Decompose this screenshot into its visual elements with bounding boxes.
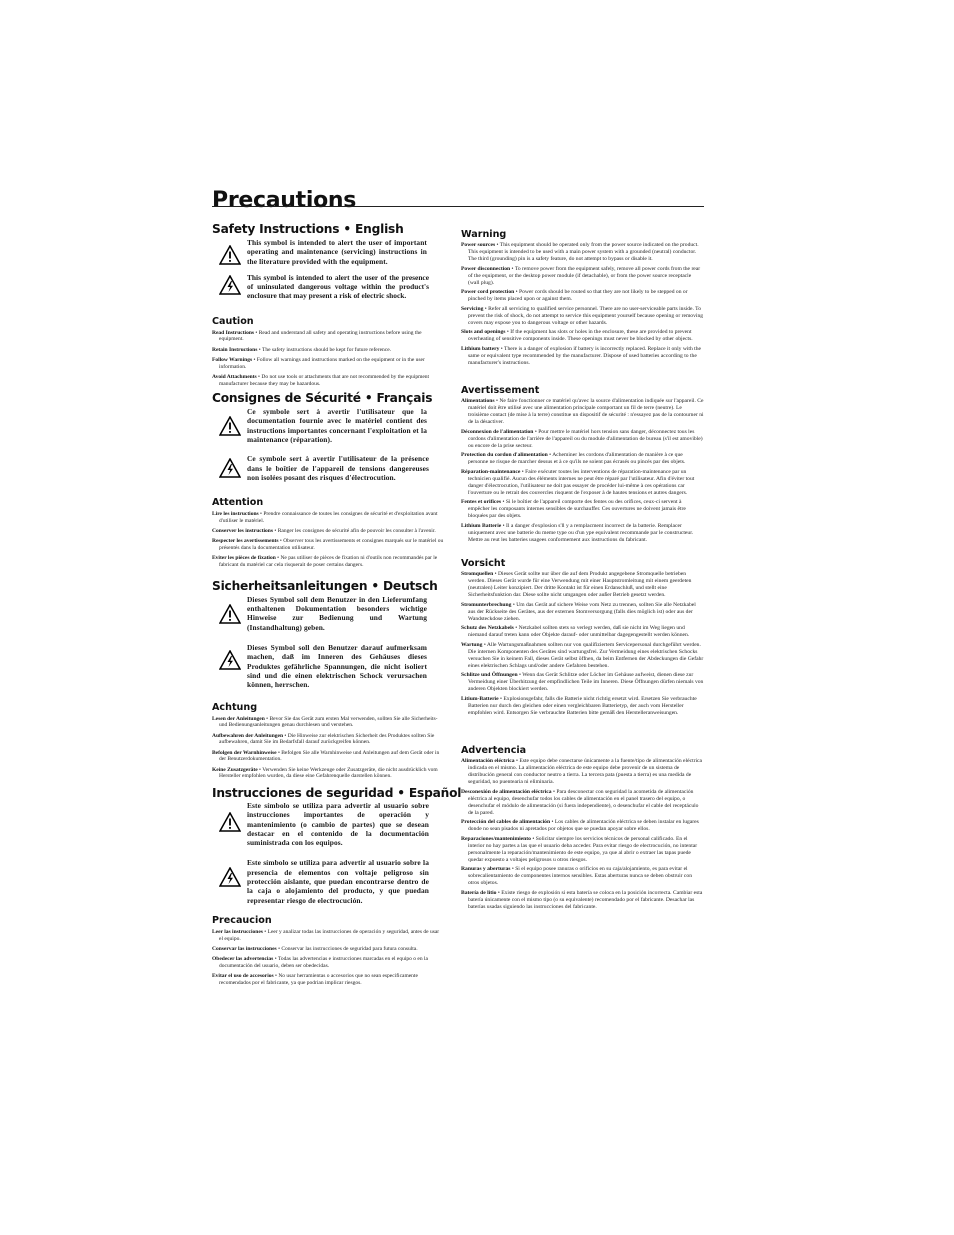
list-item: Alimentación eléctrica • Este equipo debe conectarse únicamente a la fuente/tipo de alimentación eléctrica indicada en el mismo. La alimentación eléctrica de este equipo debe provenir de un sistema de distribución general con conductor neutro a tierra. La tercera pata (puesta a tierra) es una medida de seguridad, no puentearia ni eliminaria. [461,757,703,785]
list-item: Protección del cables de alimentación • Los cables de alimentación eléctrica se deben instalar en lugares donde no sean pisados ni apretados por objetos que se puedan apoyar sobre ellos. [461,819,699,833]
list-item: Avoid Attachments • Do not use tools or attachments that are not recommended by the equipment manufacturer because they may be hazardous. [212,374,430,387]
spanish-symbol-row-1 [212,801,444,847]
list-item: Power sources • This equipment should be operated only from the power source indicated on the product. This equipment is intended to be used with a main power system with a grounded (neutral) conductor. The third (grounding) pin is a safety feature, do not attempt to bypass or disable it. [461,242,699,262]
exclamation-triangle-icon [212,238,247,265]
lightning-triangle-icon [212,643,247,670]
right-column [461,229,704,913]
title-rule [212,206,704,207]
advertencia-title: Advertencia [461,744,527,756]
list-item: Stromunterbrechung • Um das Gerät auf sichere Weise vom Netz zu trennen, sollten Sie alle Netzkabel aus der Rückseite des Gerätes, aus der externen Stomversorgung (falls dies möglich ist) oder aus der Wandsteckdose ziehen. [461,601,696,622]
list-item: Evitar el uso de accesorios • No usar herramientas o accesorios que no sean especificamente recomendados por el fabricante, ya que podrian implicar riesgos. [212,973,418,986]
german-symbol-2-text: Dieses Symbol soll den Benutzer darauf aufmerksam machen, daß im Inneren des Gehäuses dieses Produktes gefährliche Spannungen, die nicht isoliert sind und die einen elektrischen Schock verursachen können, herrschen. [247,643,427,690]
achtung-list [212,716,444,780]
list-item: Schlitze und Öffnungen • Wenn das Gerät Schlitze oder Löcher im Gehäuse aufweist, dienen diese zur Vermeidung einer Überhitzung der empfindlichen Teile im Inneren. Diese Öffnungen dürfen niemals von anderen Objekten blockiert werden. [461,672,704,693]
list-item: Alimentations • Ne faire fonctionner ce matériel qu'avec la source d'alimentation indiquée sur l'appareil. Ce matériel doit être utilisé avec une alimentation principale comportant un fil de terre (neutre). Le troisième contact (de mise à la terre) constitue un dispositif de sécurité : n'essayez pas de la contourner ni de la désactiver. [461,397,704,425]
list-item: Retain Instructions • The safety instructions should be kept for future reference. [212,346,392,353]
list-item: Réparation-maintenance • Faire exécuter toutes les interventions de réparation-maintenance par un technicien qualifié. Aucun des éléments internes ne peut être réparé par l'utilisateur. Afin d'éviter tout danger d'électrocution, l'utilisateur ne doit pas essayer de procéder lui-même à ces opérations car l'ouverture ou le retrait des couvercles risquent de l'exposer à de hautes tensions et autres dangers. [461,468,695,496]
attention-list [212,511,444,569]
spanish-title: Instrucciones de seguridad • Español [212,785,462,800]
german-symbol-row-1 [212,595,444,632]
list-item: Desconexión de alimentación eléctrica • Para desconectar con seguridad la acometida de alimentación eléctrica al equipo, desenchufar todos los cables de alimentación en el panel trasero del equipo, o desenchufar el módulo de alimentación (si fuera independiente), o desenchufar el cable del receptáculo de la pared. [461,788,699,816]
german-section [212,579,444,780]
spanish-symbol-1-text: Este símbolo se utiliza para advertir al usuario sobre instrucciones importantes de operación y mantenimiento (o cambio de partes) que se desean destacar en el contenido de la documentación suministrada con los equipos. [247,800,429,848]
attention-title: Attention [212,497,264,509]
vorsicht-section [461,558,704,717]
list-item: Protection du cordon d'alimentation • Acheminer les cordons d'alimentation de manière à ce que personne ne risque de marcher dessus et à ce qu'ils ne soient pas écrasés ou pincés par des objets. [461,452,686,466]
spanish-symbol-row-2 [212,858,444,904]
german-symbol-row-2 [212,643,444,689]
english-symbol-2-text: This symbol is intended to alert the user of the presence of uninsulated dangerous voltage within the product's enclosure that may present a risk of electric shock. [247,272,429,301]
list-item: Ranuras y aberturas • Si el equipo posee ranuras o orificios en su caja/alojamiento, es para evitar el sobrecalientamiento de componentes internos sensibles. Estas aberturas nunca se deben obstruir con otros objetos. [461,866,692,887]
lightning-triangle-icon [212,858,247,887]
english-section [212,222,444,387]
german-title: Sicherheitsanleitungen • Deutsch [212,578,438,593]
french-symbol-row-1 [212,407,444,444]
list-item: Stromquellen • Dieses Gerät sollte nur über die auf dem Produkt angegebene Stromquelle betrieben werden. Dieses Gerät wurde für eine Verwendung mit einer Hauptstromleitung mit einem geerdeten (neutralen) Leiter konzipiert. Der dritte Kontakt ist für einen Erdanschluß, und stellt eine Sicherheitsfunktion dar. Diese sollte nicht umgangen oder außer Betrieb gesetzt werden. [461,570,692,598]
vorsicht-list [461,571,704,717]
list-item: Litium-Batterie • Explosionsgefahr, falls die Batterie nicht richtig ersetzt wird. Ersetzen Sie verbrauchte Batterien nur durch den gleichen oder einen vergleichbaren Batterietyp, der auch vom Hersteller empfohlen wird. Entsorgen Sie verbrauchte Batterien bitte gemäß den Herstelleranweisungen. [461,695,697,716]
french-symbol-1-text: Ce symbole sert à avertir l'utilisateur que la documentation fournie avec le matériel contient des instructions importantes concernant l'exploitation et la maintenance (réparation). [247,407,427,444]
french-symbol-2-text: Ce symbole sert à avertir l'utilisateur de la présence dans le boîtier de l'appareil de tensions dangereuses non isolées posant des risques d'électrocution. [247,454,429,482]
list-item: Power cord protection • Power cords should be routed so that they are not likely to be stepped on or pinched by items placed upon or against them. [461,289,688,303]
list-item: Keine Zusatzgeräte • Verwenden Sie keine Werkzeuge oder Zusatzgeräte, die nicht ausdrücklich vom Hersteller empfohlen wurden, da diese eine Gefahrenquelle darstellen können. [212,766,438,780]
french-symbol-row-2 [212,454,444,482]
vorsicht-title: Vorsicht [461,557,506,569]
list-item: Befolgen der Warnhinweise • Befolgen Sie alle Warnhinweise und Anleitungen auf dem Gerät oder in der Benutzerdokumentation. [212,749,440,763]
advertencia-section [461,745,704,911]
advertencia-list [461,758,704,911]
precaucion-list [212,929,444,987]
english-symbol-1-text: This symbol is intended to alert the user of important operating and maintenance (servicing) instructions in the literature provided with the equipment. [247,238,427,266]
german-symbol-1-text: Dieses Symbol soll dem Benutzer in den Lieferumfang enthaltenen Dokumentation besonders wichtige Hinweise zur Bedienung und Wartung (Instandhaltung) geben. [247,594,427,632]
avertissement-section [461,385,704,544]
list-item: Lesen der Anleitungen • Bevor Sie das Gerät zum ersten Mal verwenden, sollten Sie alle Sicherheits-und Bedienungsanleitungen genau durchlesen und verstehen. [212,715,438,729]
english-title: Safety Instructions • English [212,222,404,236]
caution-list [212,330,444,388]
list-item: Batería de litio • Existe riesgo de explosión si esta batería se coloca en la posición incorrecta. Cambiar esta batería únicamente con el mismo tipo (o su equivalente) recomendado por el fabricante. Desachar las baterías usadas siguiendo las instrucciones del fabricante. [461,889,703,910]
list-item: Conservar las instrucciones • Conservar las instrucciones de seguridad para futura consulta. [212,945,418,952]
exclamation-triangle-icon [212,801,247,832]
exclamation-triangle-icon [212,407,247,436]
warning-title: Warning [461,229,507,240]
list-item: Follow Warnings • Follow all warnings and instructions marked on the equipment or in the user information. [212,357,425,370]
list-item: Wartung • Alle Wartungsmaßnahmen sollten nur von qualifiziertem Servicepersonal durchgeführt werden. Die internen Komponenten des Gerätes sind wartungsfrei. Zur Vermeidung eines elektrischen Schocks versuchen Sie in keinem Fall, dieses Gerät selbst öffnen, da beim Entfernen der Abdeckungen die Gefahr eines elektrischen Schlags und/oder andere Gefahren bestehen. [461,641,704,669]
spanish-symbol-2-text: Este símbolo se utiliza para advertir al usuario sobre la presencia de elementos con voltaje peligroso sin protección aislante, que puedan encontrarse dentro de la caja o alojamiento del producto, y que puedan representar riesgo de electrocución. [247,858,429,905]
list-item: Read Instructions • Read and understand all safety and operating instructions before using the equipment. [212,329,422,343]
spanish-section [212,785,462,987]
lightning-triangle-icon [212,273,247,295]
warning-list [461,242,704,367]
french-section [212,391,444,569]
list-item: Lithium battery • There is a danger of explosion if battery is incorrectly replaced. Replace it only with the same or equivalent type recommended by the manufacturer. Dispose of used batteries according to the manufacturer's instructions. [461,345,701,366]
list-item: Aufbewahren der Anleitungen • Die Hinweise zur elektrischen Sicherheit des Produktes sollten Sie aufbewahren, damit Sie im Bedarfsfall darauf zurückgreifen können. [212,732,435,746]
lightning-triangle-icon [212,454,247,478]
list-item: Slots and openings • If the equipment has slots or holes in the enclosure, these are provided to prevent overheating of sensitive components inside. These openings must never be blocked by other objects. [461,329,693,343]
list-item: Lithium Batterie • Il a danger d'explosion s'll y a remplacment incorrect de la batterie. Remplacer uniquement avec une batterie du meme type ou d'un ype equivalent recommande par le constructeur. Mettre au reut les batteries usagees conformement aux instructions du fabricant. [461,522,694,543]
caution-title: Caution [212,315,254,327]
exclamation-triangle-icon [212,595,247,624]
warning-section [461,229,704,367]
list-item: Leer las instrucciones • Leer y analizar todas las instrucciones de operación y seguridad, antes de usar el equipo. [212,928,440,942]
list-item: Déconnexion de l'alimentation • Pour mettre le matériel hors tension sans danger, déconnectez tous les cordons d'alimentation de l'arrière de l'appareil ou du module d'alimentation de bureau (s'il est amovible) ou encore de la prise secteur. [461,428,703,449]
list-item: Fentes et orifices • Si le boîtier de l'appareil comporte des fentes ou des orifices, ceux-ci servent à empêcher les composants internes sensibles de surchauffer. Ces ouvertures ne doivent jamais être bloquées par des objets. [461,499,686,520]
english-symbol-row-1 [212,238,444,266]
list-item: Schutz des Netzkabels • Netzkabel sollten stets so verlegt werden, daß sie nicht im Weg liegen und niemand darauf treten kann oder Objekte darauf- oder unmittelbar dagegengestellt werden können. [461,625,690,639]
list-item: Conserver les instructions • Ranger les consignes de sécurité afin de pouvoir les consulter à l'avenir. [212,528,436,535]
french-title: Consignes de Sécurité • Français [212,391,433,406]
list-item: Reparaciones/mantenimiento • Solicitar siempre los servicios técnicos de personal calificado. En el interior no hay partes a las que el usuario deba acceder. Para evitar riesgo de electrocución, no intentar personalmente la reparación/mantenimiento de este equipo, ya que al abrir o extraer las tapas puede quedar expuesto a voltajes peligrosos u otros riesgos. [461,835,698,863]
precaucion-title: Precaucion [212,914,272,926]
page-title: Precautions [212,187,357,213]
list-item: Power disconnection • To remove power from the equipment safely, remove all power cords from the rear of the equipment, or the desktop power module (if detachable), or from the power source receptacle (wall plug). [461,265,701,286]
list-item: Eviter les pièces de fixation • Ne pas utiliser de pièces de fixation ni d'outils non recommandés par le fabricant du matériel car cela risquerait de poser certains dangers. [212,555,438,569]
english-symbol-row-2 [212,273,444,301]
left-column [212,222,462,990]
avertissement-title: Avertissement [461,384,540,396]
list-item: Lire les instructions • Prendre connaissance de toutes les consignes de sécurité et d'exploitation avant d'utiliser le matériel. [212,511,438,524]
avertissement-list [461,398,704,544]
list-item: Respecter les avertissements • Observer tous les avertissements et consignes marqués sur le matériel ou présentés dans la documentation utilisateur. [212,538,444,552]
achtung-title: Achtung [212,701,258,713]
list-item: Servicing • Refer all servicing to qualified service personnel. There are no user-serviceable parts inside. To prevent the risk of shock, do not attempt to service this equipment yourself because opening or removing covers may expose you to dangerous voltage or other hazards. [461,305,704,326]
list-item: Obedecer las advertencias • Todas las advertencias e instrucciones marcadas en el equipo o en la documentación del usuario, deben ser obedecidas. [212,956,428,969]
